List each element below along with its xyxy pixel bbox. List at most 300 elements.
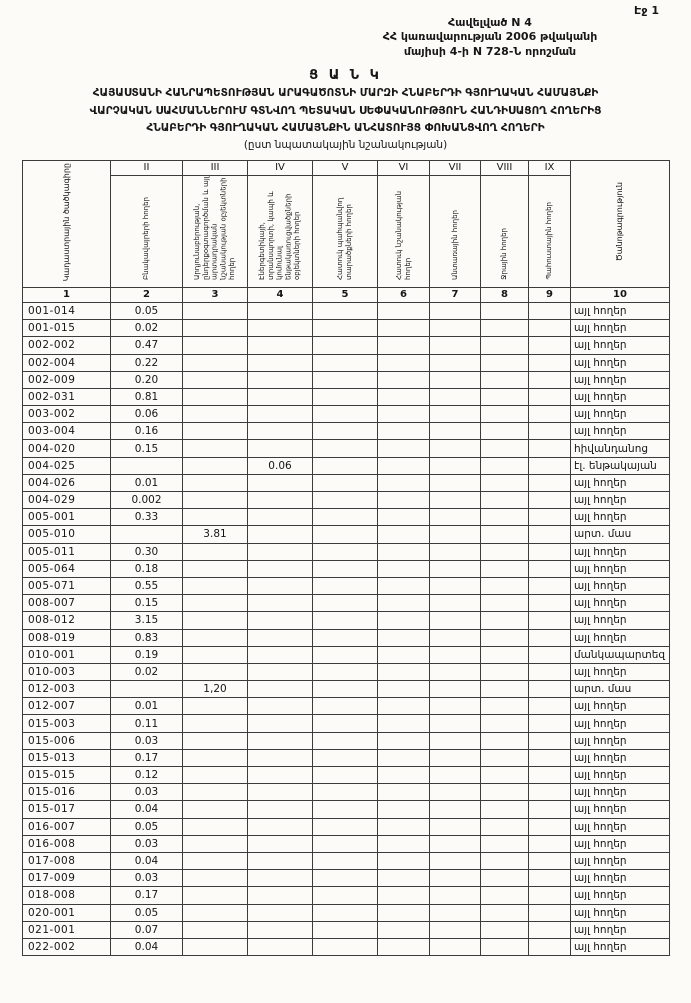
area-value-cell <box>529 577 571 594</box>
area-value-cell <box>481 371 529 388</box>
appendix-line: ՀՀ կառավարության 2006 թվականի <box>382 30 598 44</box>
area-value-cell <box>183 509 248 526</box>
area-value-cell <box>378 835 430 852</box>
area-value-cell <box>430 835 481 852</box>
area-value-cell <box>248 801 313 818</box>
col-header-cadastral-code <box>23 160 111 287</box>
cadastral-code-cell: 010-003 <box>23 663 111 680</box>
table-row <box>23 577 670 594</box>
area-value-cell <box>529 646 571 663</box>
note-cell: արտ. մաս <box>571 681 670 698</box>
column-number: 10 <box>571 287 670 302</box>
area-value-cell <box>481 835 529 852</box>
subtitle-line: ՀՆԱԲԵՐԴԻ ԳՅՈՒՂԱԿԱՆ ՀԱՄԱՅՆՔԻՆ ԱՆՀԱՏՈՒՅՑ ՓՈԽԱՆՑՎՈՂ ՀՈՂԵՐԻ <box>146 122 545 135</box>
table-row <box>23 715 670 732</box>
note-cell: այլ հողեր <box>571 612 670 629</box>
cadastral-code-cell: 004-029 <box>23 492 111 509</box>
note-cell: այլ հողեր <box>571 543 670 560</box>
area-value-cell <box>529 938 571 955</box>
area-value-cell <box>248 749 313 766</box>
subtitle-note: (ըստ նպատակային նշանակության) <box>243 138 448 151</box>
cadastral-code-cell: 018-008 <box>23 887 111 904</box>
area-value-cell <box>430 715 481 732</box>
note-cell: հիվանդանոց <box>571 440 670 457</box>
area-value-cell <box>248 784 313 801</box>
area-value-cell: 3.81 <box>183 526 248 543</box>
area-value-cell <box>313 595 378 612</box>
area-value-cell: 0.15 <box>111 595 183 612</box>
area-value-cell <box>529 320 571 337</box>
table-row <box>23 543 670 560</box>
area-value-cell: 0.04 <box>111 938 183 955</box>
table-row <box>23 938 670 955</box>
area-value-cell <box>248 371 313 388</box>
area-value-cell <box>183 646 248 663</box>
area-value-cell: 0.12 <box>111 767 183 784</box>
area-value-cell: 0.47 <box>111 337 183 354</box>
roman-numeral-row <box>23 160 670 175</box>
area-value-cell <box>378 784 430 801</box>
area-value-cell <box>183 388 248 405</box>
table-row <box>23 354 670 371</box>
area-value-cell <box>430 870 481 887</box>
roman-numeral: VI <box>378 160 430 175</box>
area-value-cell <box>430 543 481 560</box>
area-value-cell <box>248 577 313 594</box>
area-value-cell <box>378 663 430 680</box>
area-value-cell <box>529 852 571 869</box>
area-value-cell <box>529 302 571 319</box>
note-cell: այլ հողեր <box>571 801 670 818</box>
area-value-cell: 0.02 <box>111 320 183 337</box>
column-number: 8 <box>481 287 529 302</box>
table-row <box>23 663 670 680</box>
area-value-cell <box>430 457 481 474</box>
note-cell: այլ հողեր <box>571 354 670 371</box>
area-value-cell <box>248 715 313 732</box>
cadastral-code-cell: 017-009 <box>23 870 111 887</box>
area-value-cell <box>313 663 378 680</box>
document-title: Ց Ա Ն Կ <box>309 67 382 83</box>
area-value-cell: 0.06 <box>248 457 313 474</box>
area-value-cell <box>248 440 313 457</box>
area-value-cell <box>430 818 481 835</box>
note-cell: այլ հողեր <box>571 663 670 680</box>
area-value-cell <box>313 887 378 904</box>
col-header-water-lands: Ջրային հողեր <box>481 175 529 287</box>
column-number: 7 <box>430 287 481 302</box>
table-row <box>23 870 670 887</box>
area-value-cell <box>481 457 529 474</box>
area-value-cell <box>481 474 529 491</box>
area-value-cell <box>183 320 248 337</box>
table-row <box>23 784 670 801</box>
cadastral-code-cell: 012-007 <box>23 698 111 715</box>
area-value-cell <box>183 801 248 818</box>
area-value-cell <box>529 595 571 612</box>
area-value-cell <box>248 474 313 491</box>
area-value-cell <box>378 406 430 423</box>
note-cell: այլ հողեր <box>571 302 670 319</box>
area-value-cell <box>430 681 481 698</box>
column-number: 6 <box>378 287 430 302</box>
area-value-cell <box>313 835 378 852</box>
area-value-cell <box>481 492 529 509</box>
cadastral-code-cell: 008-007 <box>23 595 111 612</box>
note-cell: այլ հողեր <box>571 629 670 646</box>
area-value-cell: 0.01 <box>111 474 183 491</box>
roman-numeral: V <box>313 160 378 175</box>
area-value-cell <box>183 784 248 801</box>
area-value-cell <box>313 423 378 440</box>
note-cell: այլ հողեր <box>571 938 670 955</box>
area-value-cell <box>183 887 248 904</box>
area-value-cell <box>313 371 378 388</box>
area-value-cell <box>248 406 313 423</box>
area-value-cell <box>430 371 481 388</box>
cadastral-code-cell: 002-009 <box>23 371 111 388</box>
area-value-cell <box>183 938 248 955</box>
area-value-cell: 0.11 <box>111 715 183 732</box>
appendix-block <box>325 16 655 59</box>
area-value-cell <box>183 835 248 852</box>
area-value-cell: 0.03 <box>111 870 183 887</box>
cadastral-code-cell: 004-026 <box>23 474 111 491</box>
col-header-reserve-lands: Պահուստային հողեր <box>529 175 571 287</box>
area-value-cell <box>529 715 571 732</box>
area-value-cell <box>378 320 430 337</box>
area-value-cell: 0.03 <box>111 732 183 749</box>
table-row <box>23 852 670 869</box>
area-value-cell <box>313 474 378 491</box>
table-row <box>23 921 670 938</box>
area-value-cell <box>313 577 378 594</box>
area-value-cell <box>430 698 481 715</box>
note-cell: այլ հողեր <box>571 492 670 509</box>
subtitle-line: ՀԱՅԱՍՏԱՆԻ ՀԱՆՐԱՊԵՏՈՒԹՅԱՆ ԱՐԱԳԱԾՈՏՆԻ ՄԱՐԶԻ ՀՆԱԲԵՐԴԻ ԳՅՈՒՂԱԿԱՆ ՀԱՄԱՅՆՔԻ <box>92 86 599 99</box>
column-number: 3 <box>183 287 248 302</box>
table-row <box>23 767 670 784</box>
area-value-cell <box>378 474 430 491</box>
area-value-cell: 0.002 <box>111 492 183 509</box>
area-value-cell <box>378 921 430 938</box>
area-value-cell <box>183 371 248 388</box>
note-cell: այլ հողեր <box>571 818 670 835</box>
area-value-cell <box>248 921 313 938</box>
area-value-cell <box>378 560 430 577</box>
table-row <box>23 302 670 319</box>
area-value-cell: 0.01 <box>111 698 183 715</box>
area-value-cell <box>313 320 378 337</box>
col-header-industrial-lands: Արդյունաբերության, ընդերքօգտագործման և այլ արտադրական նշանակության օբյեկտների հողեր <box>183 175 248 287</box>
area-value-cell <box>111 457 183 474</box>
area-value-cell <box>313 337 378 354</box>
area-value-cell <box>529 560 571 577</box>
area-value-cell <box>378 388 430 405</box>
area-value-cell <box>481 302 529 319</box>
table-row <box>23 629 670 646</box>
note-cell: էլ. ենթակայան <box>571 457 670 474</box>
area-value-cell <box>378 337 430 354</box>
area-value-cell <box>183 423 248 440</box>
note-cell: այլ հողեր <box>571 749 670 766</box>
area-value-cell <box>248 560 313 577</box>
area-value-cell <box>313 302 378 319</box>
area-value-cell <box>529 543 571 560</box>
area-value-cell <box>430 629 481 646</box>
area-value-cell <box>378 887 430 904</box>
cadastral-code-cell: 002-002 <box>23 337 111 354</box>
area-value-cell: 0.06 <box>111 406 183 423</box>
table-row <box>23 492 670 509</box>
area-value-cell: 0.81 <box>111 388 183 405</box>
subtitle-line: ՎԱՐՉԱԿԱՆ ՍԱՀՄԱՆՆԵՐՈՒՄ ԳՏՆՎՈՂ ՊԵՏԱԿԱՆ ՍԵՓԱԿԱՆՈՒԹՅՈՒՆ ՀԱՆԴԻՍԱՑՈՂ ՀՈՂԵՐԻՑ <box>89 104 602 117</box>
col-header-settlement-lands: Բնակավայրերի հողեր <box>111 175 183 287</box>
area-value-cell <box>183 715 248 732</box>
table-row <box>23 560 670 577</box>
area-value-cell <box>430 938 481 955</box>
table-row <box>23 320 670 337</box>
cadastral-code-cell: 008-019 <box>23 629 111 646</box>
table-row <box>23 887 670 904</box>
table-row <box>23 423 670 440</box>
column-number: 5 <box>313 287 378 302</box>
appendix-line: Հավելված N 4 <box>448 16 532 29</box>
area-value-cell <box>481 406 529 423</box>
cadastral-code-cell: 021-001 <box>23 921 111 938</box>
area-value-cell <box>430 801 481 818</box>
area-value-cell <box>430 406 481 423</box>
area-value-cell <box>378 904 430 921</box>
table-body <box>23 302 670 955</box>
area-value-cell <box>313 406 378 423</box>
area-value-cell: 0.16 <box>111 423 183 440</box>
area-value-cell <box>430 388 481 405</box>
column-number: 9 <box>529 287 571 302</box>
cadastral-code-cell: 008-012 <box>23 612 111 629</box>
area-value-cell <box>529 440 571 457</box>
area-value-cell <box>378 509 430 526</box>
area-value-cell <box>378 852 430 869</box>
area-value-cell <box>529 749 571 766</box>
area-value-cell <box>313 492 378 509</box>
area-value-cell <box>529 457 571 474</box>
note-cell: այլ հողեր <box>571 835 670 852</box>
area-value-cell <box>378 440 430 457</box>
area-value-cell <box>430 577 481 594</box>
note-cell: այլ հողեր <box>571 406 670 423</box>
area-value-cell <box>313 543 378 560</box>
area-value-cell <box>481 543 529 560</box>
area-value-cell <box>529 371 571 388</box>
note-cell: այլ հողեր <box>571 423 670 440</box>
table-row <box>23 732 670 749</box>
area-value-cell <box>183 543 248 560</box>
area-value-cell <box>529 629 571 646</box>
cadastral-code-cell: 002-031 <box>23 388 111 405</box>
area-value-cell <box>248 904 313 921</box>
area-value-cell <box>430 440 481 457</box>
note-cell: այլ հողեր <box>571 852 670 869</box>
table-row <box>23 388 670 405</box>
area-value-cell <box>378 715 430 732</box>
area-value-cell <box>430 663 481 680</box>
note-cell: այլ հողեր <box>571 509 670 526</box>
area-value-cell <box>183 921 248 938</box>
area-value-cell <box>313 801 378 818</box>
area-value-cell <box>529 870 571 887</box>
area-value-cell <box>248 302 313 319</box>
area-value-cell <box>183 612 248 629</box>
area-value-cell <box>248 852 313 869</box>
area-value-cell <box>183 749 248 766</box>
area-value-cell <box>248 509 313 526</box>
table-row <box>23 595 670 612</box>
area-value-cell: 0.04 <box>111 852 183 869</box>
area-value-cell <box>248 337 313 354</box>
area-value-cell <box>529 921 571 938</box>
area-value-cell <box>430 904 481 921</box>
area-value-cell <box>529 681 571 698</box>
table-row <box>23 749 670 766</box>
area-value-cell: 3.15 <box>111 612 183 629</box>
page-number: Էջ 1 <box>634 4 659 17</box>
area-value-cell <box>313 732 378 749</box>
area-value-cell: 0.17 <box>111 887 183 904</box>
area-value-cell <box>481 801 529 818</box>
area-value-cell: 0.18 <box>111 560 183 577</box>
area-value-cell: 0.17 <box>111 749 183 766</box>
area-value-cell <box>529 784 571 801</box>
area-value-cell <box>313 904 378 921</box>
area-value-cell <box>313 681 378 698</box>
column-number: 1 <box>23 287 111 302</box>
area-value-cell <box>529 904 571 921</box>
note-cell: այլ հողեր <box>571 904 670 921</box>
area-value-cell <box>378 801 430 818</box>
area-value-cell <box>430 509 481 526</box>
cadastral-code-cell: 003-004 <box>23 423 111 440</box>
area-value-cell <box>378 732 430 749</box>
area-value-cell <box>313 440 378 457</box>
area-value-cell <box>529 474 571 491</box>
area-value-cell <box>248 681 313 698</box>
area-value-cell <box>183 595 248 612</box>
area-value-cell <box>378 354 430 371</box>
area-value-cell <box>313 629 378 646</box>
area-value-cell <box>183 698 248 715</box>
area-value-cell <box>183 818 248 835</box>
roman-numeral: IX <box>529 160 571 175</box>
cadastral-code-cell: 005-071 <box>23 577 111 594</box>
area-value-cell <box>481 663 529 680</box>
area-value-cell <box>313 938 378 955</box>
area-value-cell <box>248 887 313 904</box>
area-value-cell <box>248 818 313 835</box>
area-value-cell <box>481 870 529 887</box>
area-value-cell <box>430 921 481 938</box>
area-value-cell <box>481 388 529 405</box>
area-value-cell <box>481 921 529 938</box>
table-header <box>23 160 670 302</box>
roman-numeral: II <box>111 160 183 175</box>
area-value-cell <box>378 492 430 509</box>
area-value-cell <box>481 526 529 543</box>
area-value-cell <box>313 784 378 801</box>
area-value-cell <box>529 698 571 715</box>
area-value-cell <box>313 715 378 732</box>
area-value-cell <box>248 767 313 784</box>
area-value-cell <box>313 749 378 766</box>
cadastral-code-cell: 016-007 <box>23 818 111 835</box>
note-cell: այլ հողեր <box>571 337 670 354</box>
area-value-cell <box>313 612 378 629</box>
area-value-cell <box>248 423 313 440</box>
area-value-cell <box>183 302 248 319</box>
area-value-cell <box>183 440 248 457</box>
area-value-cell <box>183 457 248 474</box>
area-value-cell <box>430 354 481 371</box>
area-value-cell <box>183 406 248 423</box>
area-value-cell <box>313 354 378 371</box>
area-value-cell <box>111 526 183 543</box>
area-value-cell <box>529 509 571 526</box>
note-cell: արտ. մաս <box>571 526 670 543</box>
area-value-cell <box>529 492 571 509</box>
area-value-cell <box>183 870 248 887</box>
area-value-cell <box>313 457 378 474</box>
area-value-cell: 0.20 <box>111 371 183 388</box>
area-value-cell <box>430 560 481 577</box>
area-value-cell <box>248 646 313 663</box>
area-value-cell <box>183 474 248 491</box>
area-value-cell <box>430 474 481 491</box>
table-row <box>23 904 670 921</box>
area-value-cell: 0.05 <box>111 904 183 921</box>
cadastral-code-cell: 004-020 <box>23 440 111 457</box>
table-row <box>23 406 670 423</box>
area-value-cell <box>248 663 313 680</box>
table-row <box>23 474 670 491</box>
note-cell: այլ հողեր <box>571 732 670 749</box>
cadastral-code-cell: 017-008 <box>23 852 111 869</box>
area-value-cell <box>430 595 481 612</box>
cadastral-code-cell: 001-014 <box>23 302 111 319</box>
cadastral-code-header-label: Կադաստրային ծածկագիրը <box>61 162 71 282</box>
area-value-cell <box>248 526 313 543</box>
roman-numeral: IV <box>248 160 313 175</box>
note-cell: այլ հողեր <box>571 784 670 801</box>
area-value-cell <box>248 732 313 749</box>
area-value-cell <box>529 354 571 371</box>
area-value-cell <box>378 681 430 698</box>
area-value-cell <box>313 526 378 543</box>
cadastral-code-cell: 005-010 <box>23 526 111 543</box>
area-value-cell <box>378 870 430 887</box>
area-value-cell <box>313 698 378 715</box>
table-row <box>23 337 670 354</box>
cadastral-code-cell: 015-006 <box>23 732 111 749</box>
note-cell: այլ հողեր <box>571 320 670 337</box>
area-value-cell <box>248 698 313 715</box>
area-value-cell <box>430 526 481 543</box>
table-row <box>23 646 670 663</box>
table-row <box>23 835 670 852</box>
area-value-cell: 0.05 <box>111 818 183 835</box>
cadastral-code-cell: 015-017 <box>23 801 111 818</box>
cadastral-code-cell: 015-016 <box>23 784 111 801</box>
area-value-cell <box>183 337 248 354</box>
